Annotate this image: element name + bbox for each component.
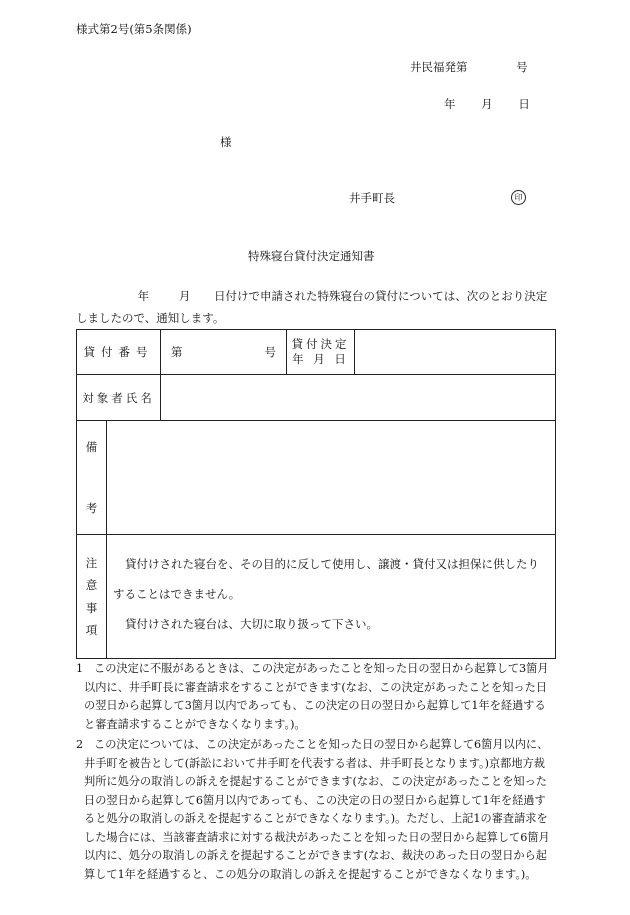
doc-number-suffix: 号: [516, 60, 528, 74]
doc-number-prefix: 井民福発第: [410, 60, 468, 74]
intro-rest: 日付けで申請された特殊寝台の貸付については、次のとおり決定: [213, 289, 548, 303]
intro-line-1: [76, 288, 547, 304]
footnote-2-number: 2: [76, 738, 84, 751]
decision-date-value: [355, 330, 556, 375]
note-2: 貸付けされた寝台は、大切に取り扱って下さい。: [125, 617, 378, 631]
notes-label: [77, 535, 107, 659]
notes-row: [77, 535, 556, 659]
notes-label-1: 注: [85, 556, 98, 570]
form-label: 様式第2号(第5条関係): [76, 22, 192, 36]
notes-label-3: 事: [85, 600, 98, 615]
seal-mark: 印: [511, 190, 526, 205]
loan-number-row: [77, 330, 556, 375]
intro-line-2: しましたので、通知します。: [76, 311, 225, 325]
loan-number-label: 貸付番号: [77, 330, 161, 375]
doc-number: [410, 59, 528, 75]
date-month: 月: [481, 97, 493, 111]
document-title: 特殊寝台貸付決定通知書: [248, 249, 375, 263]
footnote-1-text: この決定に不服があるときは、この決定があったことを知った日の翌日から起算して3箇月以内に、井手町長に審査請求をすることができます(なお、この決定があったことを知った日の翌日から起算して3箇月以内であっても、この決定の日の翌日から起算して1年を経過すると審査請求することができなくなります。)。: [84, 662, 549, 731]
loan-number-prefix: 第: [171, 345, 183, 359]
footnote-2: [76, 736, 554, 884]
decision-date-label-1: 貸付決定: [291, 337, 350, 351]
date-line: [444, 96, 530, 112]
remarks-label: [77, 421, 107, 535]
loan-number-value: [161, 330, 287, 375]
decision-date-label-2: 年 月 日: [292, 352, 349, 366]
notes-content: [107, 535, 556, 659]
footnote-2-text: この決定については、この決定があったことを知った日の翌日から起算して6箇月以内に、井手町を被告として(訴訟において井手町を代表する者は、井手町長となります。)京都地方裁判所に処分の取消しの訴えを提起することができます(なお、この決定があったことを知った日の翌日から起算して6箇月以内であっても、この決定の日の翌日から起算して1年を経過すると処分の取消しの訴えを提起することができなくなります。)。ただし、上記1の審査請求をした場合には、当該審査請求に対する裁決があったことを知った日の翌日から起算して6箇月以内に、処分の取消しの訴えを提起することができます(なお、裁決のあった日の翌日から起算して1年を経過すると、この処分の取消しの訴えを提起することができなくなります。)。: [84, 738, 550, 881]
remarks-row: [77, 421, 556, 535]
footnote-1: [76, 660, 554, 734]
footnote-1-number: 1: [76, 662, 84, 675]
decision-date-label: [287, 330, 355, 375]
person-name-value: [161, 375, 556, 421]
notes-label-2: 意: [85, 578, 98, 593]
note-1-line-2: することはできません。: [113, 587, 241, 601]
remarks-label-2: 考: [85, 501, 98, 515]
person-name-row: [77, 375, 556, 421]
person-name-label: 対象者氏名: [77, 375, 161, 421]
remarks-label-1: 備: [85, 440, 98, 454]
intro-year: 年: [137, 289, 150, 303]
date-year: 年: [444, 97, 456, 111]
loan-number-suffix: 号: [264, 345, 276, 359]
decision-table: [76, 329, 556, 659]
issuer-name: 井手町長: [349, 191, 395, 205]
addressee-suffix: 様: [220, 135, 232, 149]
remarks-value: [107, 421, 556, 535]
intro-month: 月: [178, 289, 191, 303]
date-day: 日: [518, 97, 530, 111]
notes-label-4: 項: [85, 622, 98, 637]
note-1-line-1: 貸付けされた寝台を、その目的に反して使用し、譲渡・貸付又は担保に供したり: [125, 557, 539, 571]
